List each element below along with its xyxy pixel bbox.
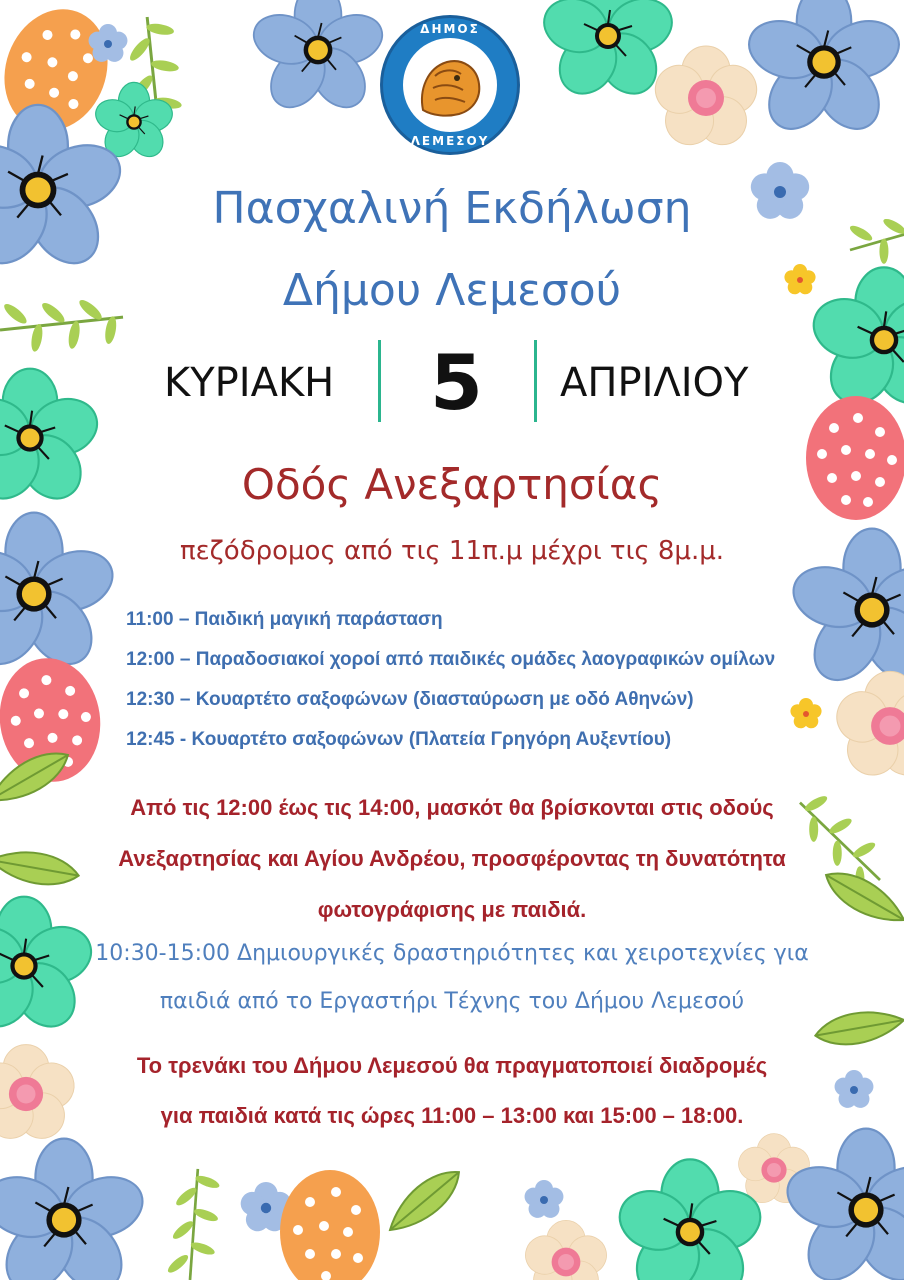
cream-flower-icon [649,46,763,154]
municipality-logo [383,18,517,152]
train-line: για παιδιά κατά τις ώρες 11:00 – 13:00 και 15:00 – 18:00. [160,1103,744,1128]
lion-icon [413,50,487,120]
cream-flower-icon [830,671,904,785]
date-divider [534,340,537,422]
schedule-item: 12:00 – Παραδοσιακοί χοροί από παιδικές ομάδες λαογραφικών ομίλων [126,649,776,670]
month-name: ΑΠΡΙΛΙΟΥ [560,360,749,406]
workshops-line: παιδιά από το Εργαστήρι Τέχνης του Δήμου Λεμεσού [159,989,745,1014]
street-name: Οδός Ανεξαρτησίας [241,460,663,509]
small-blue-flower-icon [522,1180,566,1221]
day-number: 5 [430,338,483,427]
cream-flower-icon [521,1220,612,1280]
schedule-list [126,600,806,760]
day-name: ΚΥΡΙΑΚΗ [164,360,335,406]
blue-flower-icon [0,1139,150,1280]
pedestrian-hours: πεζόδρομος από τις 11π.μ μέχρι τις 8μ.μ. [179,536,725,566]
workshops-line: 10:30-15:00 Δημιουργικές δραστηριότητες και χειροτεχνίες για [95,941,809,966]
leaf-icon [380,1161,468,1242]
date-divider [378,340,381,422]
event-date [0,336,904,426]
logo-emblem [403,38,497,132]
logo-bottom-text: ΛΕΜΕΣΟΥ [410,134,490,148]
event-title-line2: Δήμου Λεμεσού [282,265,622,316]
mascots-line: Από τις 12:00 έως τις 14:00, μασκότ θα βρίσκονται στις οδούς [130,795,774,820]
mascots-line: Ανεξαρτησίας και Αγίου Ανδρέου, προσφέροντας τη δυνατότητα [118,846,786,871]
schedule-item: 12:45 - Κουαρτέτο σαξοφώνων (Πλατεία Γρηγόρη Αυξεντίου) [126,729,672,750]
blue-flower-icon [742,0,904,141]
logo-top-text: ΔΗΜΟΣ [420,22,480,36]
orange-egg-icon [280,1170,380,1280]
green-flower-icon [612,1159,768,1280]
leaf-sprig-icon [149,1165,236,1280]
event-title-line1: Πασχαλινή Εκδήλωση [212,183,692,234]
schedule-item: 12:30 – Κουαρτέτο σαξοφώνων (διασταύρωση με οδό Αθηνών) [126,689,694,710]
blue-flower-icon [247,0,388,118]
schedule-item: 11:00 – Παιδική μαγική παράσταση [126,609,443,630]
train-line: Το τρενάκι του Δήμου Λεμεσού θα πραγματοποιεί διαδρομές [136,1053,768,1078]
mascots-line: φωτογράφισης με παιδιά. [317,897,587,922]
